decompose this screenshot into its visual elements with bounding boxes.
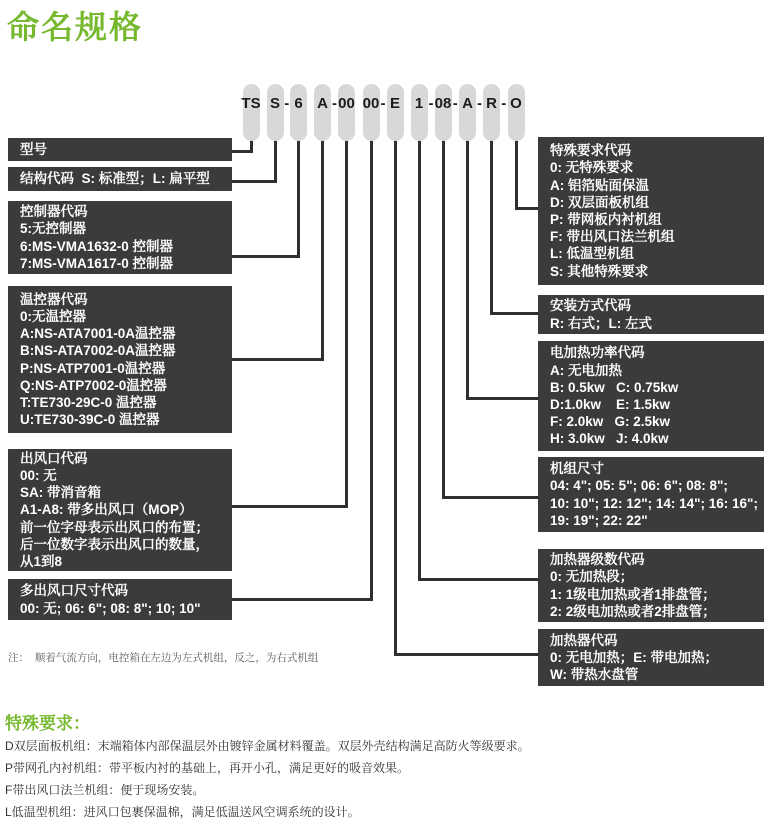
model-code-pill [508, 84, 525, 141]
model-code-segment-label: 08 [434, 95, 452, 112]
box-line: U:TE730-39C-0 温控器 [20, 412, 160, 428]
box-line: SA: 带消音箱 [20, 485, 101, 501]
box-line: 19: 19"; 22: 22" [550, 512, 648, 528]
special-requirement-item: F带出风口法兰机组：便于现场安装。 [5, 783, 205, 797]
model-code-pill [290, 84, 307, 141]
model-code-segment-label: R [486, 95, 497, 112]
note-text: 注： 顺着气流方向，电控箱在左边为左式机组，反之，为右式机组 [8, 652, 319, 664]
box-controller-code [8, 201, 232, 274]
box-unit-size-code [538, 457, 764, 532]
model-code-segment-label: A [462, 95, 473, 112]
model-code-segment-label: E [389, 95, 401, 112]
connector-line-h [229, 505, 348, 508]
code-dash: - [477, 95, 482, 112]
special-requirement-item: L低温型机组：进风口包裹保温棉，满足低温送风空调系统的设计。 [5, 805, 360, 819]
model-code-segment-label: 1 [414, 95, 424, 112]
box-line: 10: 10"; 12: 12"; 14: 14"; 16: 16"; [550, 495, 758, 511]
box-heat-power-code [538, 341, 764, 451]
connector-line-v [370, 139, 373, 601]
box-line: S: 其他特殊要求 [550, 263, 649, 279]
connector-line-h [394, 653, 542, 656]
box-outlet-code [8, 449, 232, 571]
box-heater-code [538, 629, 764, 686]
box-line: 从1到8 [20, 554, 63, 570]
code-dash: - [428, 95, 434, 112]
connector-line-v [297, 139, 300, 258]
box-line: D:1.0kw E: 1.5kw [550, 397, 671, 412]
box-thermostat-code [8, 286, 232, 433]
box-line: D: 双层面板机组 [550, 194, 649, 210]
box-line: 温控器代码 [20, 291, 88, 307]
box-line: 0: 无加热段； [550, 569, 634, 585]
connector-line-v [321, 139, 324, 361]
model-code-pill [314, 84, 331, 141]
box-line: 后一位数字表示出风口的数量， [20, 536, 209, 552]
connector-line-h [490, 312, 541, 315]
model-code-pill [459, 84, 476, 141]
box-line: 特殊要求代码 [550, 143, 631, 159]
box-line: 2: 2级电加热或者2排盘管； [550, 603, 716, 619]
box-line: P:NS-ATP7001-0温控器 [20, 360, 166, 376]
code-dash: - [452, 95, 458, 112]
model-code-pill [243, 84, 260, 141]
page-title: 命名规格 [7, 9, 144, 45]
model-code-segment-label: 6 [294, 95, 303, 112]
box-line: 04: 4"; 05: 5"; 06: 6"; 08: 8"; [550, 478, 728, 494]
box-line: 结构代码 S: 标准型；L: 扁平型 [20, 171, 210, 187]
special-requirement-item: P带网孔内衬机组：带平板内衬的基础上，再开小孔，满足更好的吸音效果。 [5, 761, 410, 775]
connector-line-h [466, 397, 541, 400]
box-line: Q:NS-ATP7002-0温控器 [20, 377, 167, 393]
connector-line-v [490, 139, 493, 315]
box-line: 7:MS-VMA1617-0 控制器 [20, 255, 174, 271]
connector-line-h [229, 180, 277, 183]
box-line: 00: 无; 06: 6"; 08: 8"; 10; 10" [20, 600, 201, 616]
model-code-segment-label: O [510, 95, 522, 112]
model-code-segment-label: A [317, 95, 328, 112]
connector-line-v [466, 139, 469, 400]
box-line: 0: 无电加热；E: 带电加热； [550, 649, 719, 665]
code-dash: - [332, 95, 337, 112]
box-line: 00: 无 [20, 468, 57, 483]
box-line: 6:MS-VMA1632-0 控制器 [20, 238, 174, 254]
model-code-segment-label: 00 [338, 95, 355, 112]
special-requirements-list [5, 740, 765, 819]
box-line: H: 3.0kw J: 4.0kw [550, 431, 669, 447]
box-line: 加热器级数代码 [550, 552, 645, 568]
connector-line-h [418, 578, 542, 581]
box-line: A: 铝箔贴面保温 [550, 177, 649, 193]
box-line: 5:无控制器 [20, 221, 87, 237]
box-model-code [8, 138, 232, 161]
special-requirement-item: D双层面板机组：末端箱体内部保温层外由镀锌金属材料覆盖。双层外壳结构满足高防火等级要求。 [5, 739, 530, 753]
box-line: B: 0.5kw C: 0.75kw [550, 379, 679, 395]
connector-line-v [274, 139, 277, 183]
connector-line-v [418, 139, 421, 581]
code-dash: - [501, 95, 507, 112]
box-line: F: 2.0kw G: 2.5kw [550, 414, 671, 430]
model-code-pill [338, 84, 355, 141]
box-line: 型号 [20, 141, 47, 157]
connector-line-v [515, 139, 518, 210]
special-requirements-heading: 特殊要求： [5, 714, 90, 733]
model-code-pill [363, 84, 380, 141]
box-line: B:NS-ATA7002-0A温控器 [20, 343, 176, 359]
box-line: A1-A8: 带多出风口（MOP） [20, 502, 193, 518]
box-multi-outlet-code [8, 579, 232, 620]
box-line: 多出风口尺寸代码 [20, 583, 128, 599]
box-line: L: 低温型机组 [550, 246, 634, 262]
box-line: 控制器代码 [20, 204, 88, 220]
model-code-segment-label: TS [241, 95, 261, 112]
connector-line-h [229, 255, 300, 258]
box-line: 机组尺寸 [550, 461, 604, 477]
box-special-code [538, 137, 764, 285]
box-line: 出风口代码 [20, 450, 88, 466]
box-line: 电加热功率代码 [550, 345, 645, 361]
box-line: A: 无电加热 [550, 362, 622, 378]
box-line: 加热器代码 [550, 632, 618, 648]
connector-line-h [229, 358, 324, 361]
connector-line-v [345, 139, 348, 508]
connector-line-h [229, 598, 373, 601]
box-line: A:NS-ATA7001-0A温控器 [20, 326, 176, 342]
connector-line-h [442, 496, 542, 499]
box-line: 0: 无特殊要求 [550, 160, 634, 176]
connector-line-v [442, 139, 445, 499]
model-code-pill [267, 84, 284, 141]
special-requirements-section [5, 709, 765, 828]
box-line: R: 右式；L: 左式 [550, 315, 652, 331]
model-code-pill [411, 84, 428, 141]
model-code-pill [387, 84, 404, 141]
box-heater-stage-code [538, 549, 764, 622]
connector-line-h [229, 150, 253, 153]
code-dash: - [380, 95, 386, 112]
box-line: 前一位字母表示出风口的布置； [20, 519, 209, 535]
box-structure-code [8, 167, 232, 191]
code-dash: - [284, 95, 290, 112]
box-line: 0:无温控器 [20, 308, 87, 324]
box-line: F: 带出风口法兰机组 [550, 229, 675, 245]
box-line: P: 带网板内衬机组 [550, 212, 662, 227]
box-install-code [538, 295, 764, 334]
box-line: T:TE730-29C-0 温控器 [20, 394, 157, 410]
connector-line-v [394, 139, 397, 656]
box-line: 1: 1级电加热或者1排盘管； [550, 586, 716, 602]
model-code-pill [483, 84, 500, 141]
box-line: 安装方式代码 [550, 298, 631, 314]
model-code-pill [435, 84, 452, 141]
model-code-segment-label: S [269, 95, 281, 112]
box-line: W: 带热水盘管 [550, 667, 639, 683]
model-code-segment-label: 00 [362, 95, 380, 112]
